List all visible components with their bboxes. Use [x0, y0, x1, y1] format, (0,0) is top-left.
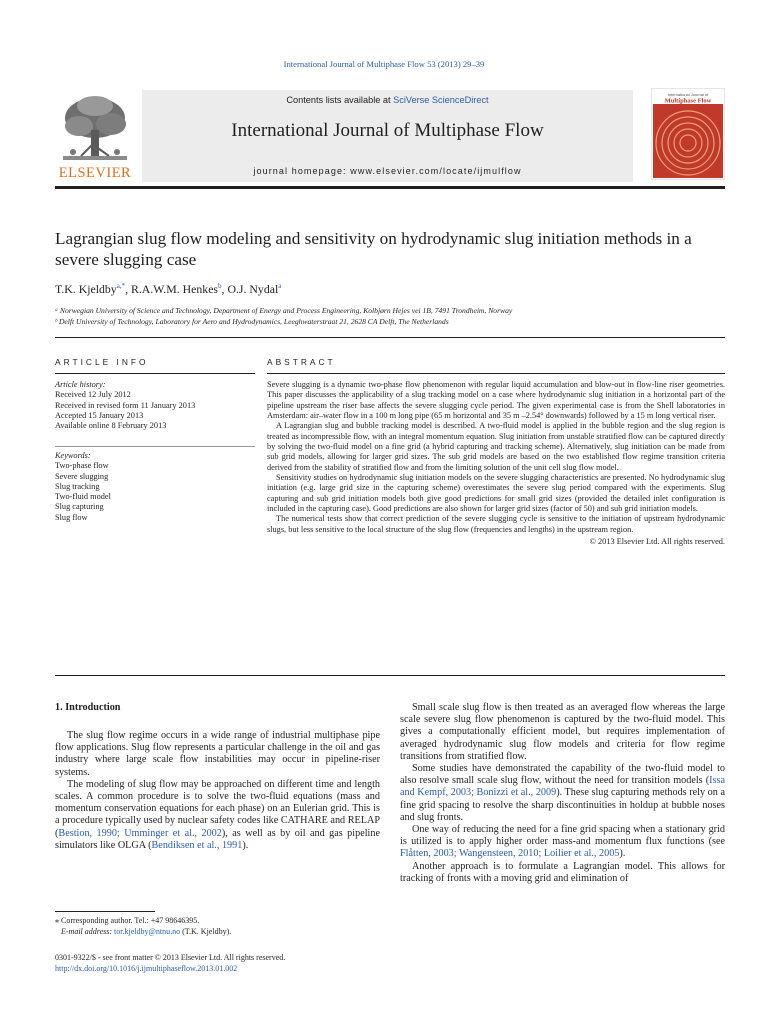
abstract-paragraph: The numerical tests show that correct prediction of the severe slugging cycle is sensitive to the initiation of upstream hydrodynamic slugs, but less sensitive to the local structure of the slug flow (frequencies and lengths) in the upstream region. — [267, 514, 725, 534]
abstract-paragraph: A Lagrangian slug and bubble tracking model is described. A two-fluid model is applied in the bubble region and the slug region is treated as incompressible flow, with an integral momentum equation. Slug initiation from unstable stratified flow can be captured directly by solving the two-fluid model on a fine grid (a hybrid capturing and tracking scheme). Alternatively, slug initiation can be made from sub grid models, allowing for larger grid sizes. The sub grid models are based on the two established flow regime transition criteria derived from the stability of stratified flow and from the limiting solution of the unit cell slug flow model. — [267, 421, 725, 472]
keyword: Slug flow — [55, 512, 88, 522]
abstract-copyright: © 2013 Elsevier Ltd. All rights reserved. — [589, 537, 725, 547]
body-paragraph: Small scale slug flow is then treated as an averaged flow whereas the large scale severe slug flow phenomenon is captured by the two-fluid model. This gives a computationally efficient model, but requires implementation of averaged hydrodynamic slug flow models and criteria for flow regime transitions from stratified flow. — [400, 702, 725, 762]
sciencedirect-link[interactable]: SciVerse ScienceDirect — [393, 95, 489, 105]
body-text: ). — [619, 848, 626, 860]
body-paragraph — [400, 763, 725, 824]
article-info-rule — [55, 373, 255, 374]
body-column-left — [55, 730, 380, 852]
footnote-rule — [55, 911, 155, 912]
email-link[interactable]: tor.kjeldby@ntnu.no — [114, 926, 181, 936]
email-label: E-mail address: — [61, 926, 115, 936]
body-paragraph — [400, 824, 725, 861]
keywords-rule — [55, 446, 255, 447]
abstract-heading: ABSTRACT — [267, 357, 336, 367]
keyword: Two-phase flow — [55, 461, 109, 471]
history-item: Accepted 15 January 2013 — [55, 410, 144, 420]
abstract-paragraph: Severe slugging is a dynamic two-phase flow phenomenon with regular liquid accumulation and blow-out in flow-line riser geometries. This paper discusses the applicability of a slug tracking model on a case where hydrodynamic slug initiation in a horizontal part of the pipeline upstream the riser base affects the severe slugging cycle period. The given experimental case is from the Shell laboratories in Amsterdam: air–water flow in a 100 m long pipe (65 m horizontal and 35 m –2.54° downwards) followed by a 15 m long vertical riser. — [267, 380, 725, 421]
author-separator: , — [221, 282, 228, 296]
body-text: The modeling of slug flow may be approached on different time and length scales. A common procedure is to solve the two-fluid equations (mass and momentum conservation equations for each phase) on an Eulerian grid. This is a procedure typically used by nuclear safety codes like CATHARE and RELAP ( — [55, 778, 380, 839]
footnotes — [55, 916, 231, 937]
body-text: Some studies have demonstrated the capability of the two-fluid model to also resolve small scale slug flow, without the need for transition models ( — [400, 763, 725, 787]
article-history — [55, 380, 255, 431]
author-name: O.J. Nydal — [227, 282, 279, 296]
contents-prefix: Contents lists available at — [286, 95, 394, 105]
elsevier-wordmark: ELSEVIER — [58, 165, 132, 181]
affiliation-rule — [55, 337, 725, 338]
citation-link[interactable]: Bestion, 1990; Umminger et al., 2002 — [58, 827, 222, 839]
keywords-list — [55, 451, 255, 523]
body-paragraph — [55, 779, 380, 852]
body-paragraph: Another approach is to formulate a Lagrangian model. This allows for tracking of fronts with a moving grid and elimination of — [400, 860, 725, 884]
body-paragraph: The slug flow regime occurs in a wide range of industrial multiphase pipe flow applications. Slug flow represents a particular challenge in the oil and gas industry where large scale flow instabilities may occur in pipeline-riser systems. — [55, 730, 380, 778]
keyword: Two-fluid model — [55, 492, 111, 502]
author-separator: , — [125, 282, 131, 296]
body-column-right — [400, 702, 725, 885]
body-text: ), as well as by oil and gas pipeline simulators like OLGA ( — [55, 827, 380, 851]
journal-homepage — [142, 166, 633, 176]
homepage-prefix: journal homepage: — [253, 166, 351, 176]
cover-title-big: Multiphase Flow — [664, 97, 712, 105]
keyword: Severe slugging — [55, 471, 109, 481]
citation-link[interactable]: Issa and Kempf, 2003; Bonizzi et al., 2009 — [400, 775, 725, 799]
bottom-notes — [55, 953, 285, 974]
keyword: Slug capturing — [55, 502, 104, 512]
doi-link[interactable]: http://dx.doi.org/10.1016/j.ijmultiphaseflow.2013.01.002 — [55, 963, 238, 973]
keywords-label: Keywords: — [55, 451, 91, 460]
abstract-body — [267, 380, 725, 548]
issn-line: 0301-9322/$ - see front matter © 2013 Elsevier Ltd. All rights reserved. — [55, 953, 286, 962]
body-text: ). These slug capturing methods rely on a fine grid spacing to resolve the sharp discontinuities in holdup at bubble noses and slug fronts. — [400, 787, 725, 823]
history-label: Article history: — [55, 380, 106, 389]
header-rule — [55, 186, 725, 189]
body-text: ). — [242, 839, 249, 851]
email-suffix: (T.K. Kjeldby). — [180, 926, 232, 936]
corresponding-author-note: ⁎ Corresponding author. Tel.: +47 98646395. — [55, 916, 200, 925]
article-info-heading: ARTICLE INFO — [55, 357, 149, 367]
article-title: Lagrangian slug flow modeling and sensitivity on hydrodynamic slug initiation methods in a severe slugging case — [55, 229, 692, 269]
history-item: Available online 8 February 2013 — [55, 421, 167, 431]
author-affiliation-mark[interactable]: b — [218, 282, 222, 291]
cover-title-small: International Journal of — [667, 92, 709, 97]
history-item: Received in revised form 11 January 2013 — [55, 400, 196, 410]
history-item: Received 12 July 2012 — [55, 390, 131, 400]
citation-link[interactable]: Flåtten, 2003; Wangensteen, 2010; Loilier et al., 2005 — [400, 848, 620, 860]
abstract-paragraph: Sensitivity studies on hydrodynamic slug initiation models on the severe slugging characteristics are presented. No hydrodynamic slug initiation (e.g. large grid size in the capturing scheme) overestimates the severe slug period compared with the experiments. Slug capturing and sub grid initiation models both give good predictions for small grid sizes (provided the detailed inlet configuration is included in the capturing case). Good predictions are also shown for larger grid sizes (factor of 50) and sub grid initiation models. — [267, 473, 725, 514]
author-list — [55, 282, 281, 297]
abstract-rule — [267, 373, 725, 374]
affiliation-a: ᵃ Norwegian University of Science and Technology, Department of Energy and Process Engineering, Kolbjørn Hejes vei 1B, 7491 Trondheim, Norway — [55, 306, 513, 315]
email-note — [55, 927, 231, 938]
section-heading-introduction: 1. Introduction — [55, 702, 121, 713]
abstract-bottom-rule — [55, 675, 725, 676]
affiliation-b: ᵇ Delft University of Technology, Laboratory for Aero and Hydrodynamics, Leeghwaterstraat 21, 2628 CA Delft, The Netherlands — [55, 317, 449, 326]
journal-title: International Journal of Multiphase Flow — [231, 120, 544, 141]
author-affiliation-mark[interactable]: a,* — [116, 282, 126, 291]
contents-line — [142, 95, 633, 105]
journal-reference[interactable]: International Journal of Multiphase Flow 53 (2013) 29–39 — [283, 59, 485, 69]
body-text: One way of reducing the need for a fine grid spacing when a stationary grid is utilized is to apply higher order mass-and momentum flux functions (see — [400, 824, 725, 848]
keyword: Slug tracking — [55, 481, 100, 491]
author-affiliation-mark[interactable]: a — [278, 282, 282, 291]
citation-link[interactable]: Bendiksen et al., 1991 — [151, 839, 243, 851]
author-name: T.K. Kjeldby — [55, 282, 117, 296]
journal-cover-image — [651, 88, 725, 180]
homepage-link[interactable]: www.elsevier.com/locate/ijmulflow — [350, 166, 522, 176]
author-name: R.A.W.M. Henkes — [130, 282, 219, 296]
